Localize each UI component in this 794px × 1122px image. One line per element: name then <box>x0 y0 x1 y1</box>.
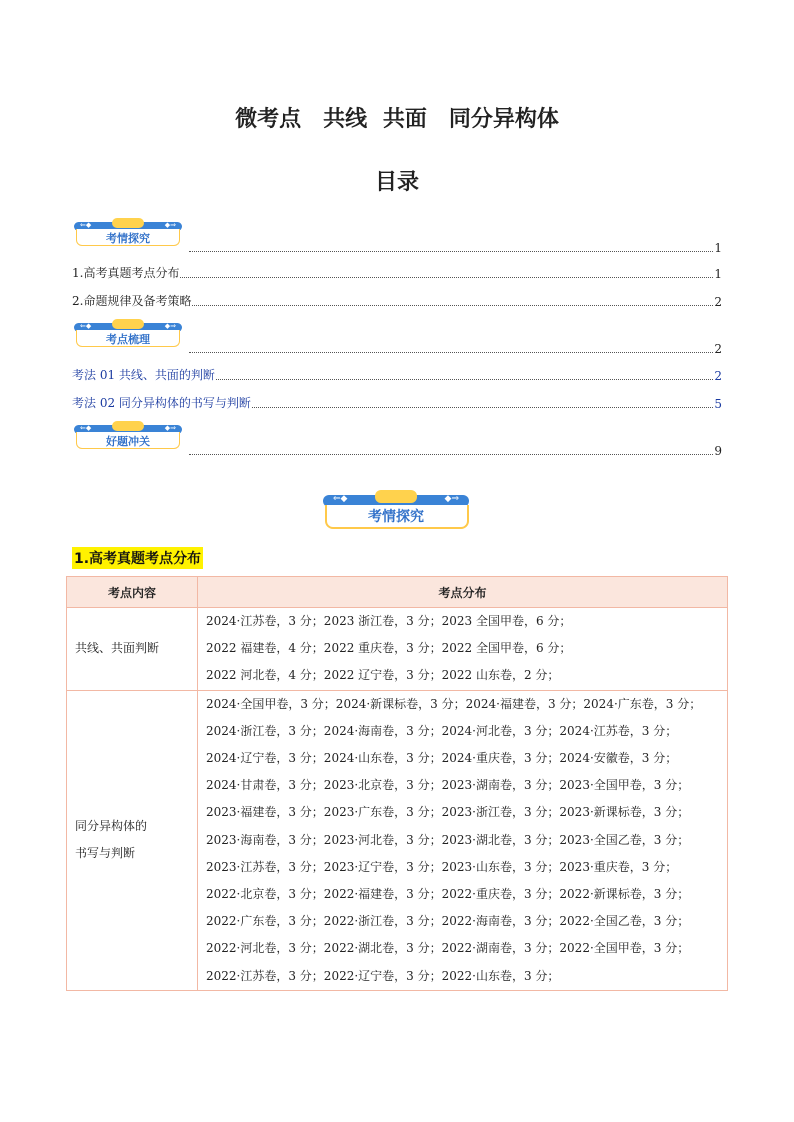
toc-leader <box>189 453 713 455</box>
document-title: 微考点 共线 共面 同分异构体 <box>235 107 559 132</box>
toc-leader <box>216 378 713 380</box>
toc-page-number: 2 <box>714 295 722 309</box>
distribution-line: 2022·河北卷，3 分；2022·湖北卷，3 分；2022·湖南卷，3 分；2022·全国甲卷，3 分； <box>206 941 690 956</box>
left-arrows-icon: ⇐◆ <box>80 221 92 229</box>
distribution-cell <box>198 608 728 691</box>
badge-label: 好题冲关 <box>106 435 150 448</box>
distribution-paragraph: 2024·全国甲卷，3 分；2024·新课标卷，3 分；2024·福建卷，3 分；2024·广东卷，3 分；2024·浙江卷，3 分；2024·海南卷，3 分；2024·河北卷，3 分；2024·江苏卷，3 分； <box>206 696 702 738</box>
toc-entry-haoti[interactable] <box>188 442 722 458</box>
left-arrows-icon: ⇐◆ <box>80 424 92 432</box>
toc-badge-haoti[interactable] <box>74 421 182 451</box>
toc-page-number: 2 <box>714 369 722 383</box>
toc-title: 目录 <box>374 170 419 195</box>
toc-badge-kaodian[interactable] <box>74 319 182 349</box>
badge-label: 考点梳理 <box>106 333 150 346</box>
toc-leader <box>189 351 713 353</box>
toc-entry-label: 考法 01 共线、共面的判断 <box>72 368 215 382</box>
table-header-row <box>67 577 728 608</box>
toc-leader <box>189 250 713 252</box>
toc-page-number: 1 <box>714 241 722 255</box>
right-arrows-icon: ◆⇒ <box>164 221 176 229</box>
topic-line: 书写与判断 <box>75 846 136 861</box>
badge-label: 考情探究 <box>368 509 424 525</box>
topic-cell <box>67 690 198 990</box>
section-heading: 1.高考真题考点分布 <box>72 547 203 569</box>
distribution-line: 2023·海南卷，3 分；2023·河北卷，3 分；2023·湖北卷，3 分；2023·全国乙卷，3 分； <box>206 832 690 847</box>
column-header-distribution: 考点分布 <box>198 577 728 608</box>
toc-entry-exam-distribution[interactable] <box>72 265 722 281</box>
badge-label: 考情探究 <box>106 232 150 245</box>
left-arrows-icon: ⇐◆ <box>80 322 92 330</box>
table-row <box>67 608 728 691</box>
distribution-line: 2023·福建卷，3 分；2023·广东卷，3 分；2023·浙江卷，3 分；2023·新课标卷，3 分； <box>206 805 690 820</box>
distribution-line: 2024·甘肃卷，3 分；2023·北京卷，3 分；2023·湖南卷，3 分；2023·全国甲卷，3 分； <box>206 778 690 793</box>
column-header-topic: 考点内容 <box>67 577 198 608</box>
badge-knob <box>112 421 144 431</box>
right-arrows-icon: ◆⇒ <box>164 322 176 330</box>
distribution-line: 2024·辽宁卷，3 分；2024·山东卷，3 分；2024·重庆卷，3 分；2024·安徽卷，3 分； <box>206 751 678 766</box>
distribution-line: 2023·江苏卷，3 分；2023·辽宁卷，3 分；2023·山东卷，3 分；2023·重庆卷，3 分； <box>206 859 678 874</box>
badge-knob <box>112 218 144 228</box>
toc-entry-kaoqing[interactable] <box>188 239 722 255</box>
toc-entry-method-02[interactable] <box>72 395 722 411</box>
distribution-line: 2022 福建卷，4 分；2022 重庆卷，3 分；2022 全国甲卷，6 分； <box>206 641 572 656</box>
distribution-cell <box>198 690 728 990</box>
toc-entry-strategy[interactable] <box>72 293 722 309</box>
badge-knob <box>375 490 417 503</box>
distribution-line: 2022·广东卷，3 分；2022·浙江卷，3 分；2022·海南卷，3 分；2022·全国乙卷，3 分； <box>206 914 690 929</box>
toc-entry-kaodian[interactable] <box>188 340 722 356</box>
topic-line: 同分异构体的 <box>75 819 148 834</box>
toc-entry-method-01[interactable] <box>72 367 722 383</box>
section-badge-kaoqing <box>323 490 469 530</box>
toc-page-number: 1 <box>714 267 722 281</box>
toc-page-number: 5 <box>714 397 722 411</box>
table-row <box>67 690 728 990</box>
distribution-line: 2022·江苏卷，3 分；2022·辽宁卷，3 分；2022·山东卷，3 分； <box>206 968 560 983</box>
toc-badge-kaoqing[interactable] <box>74 218 182 248</box>
toc-entry-label: 2.命题规律及备考策略 <box>72 294 192 308</box>
toc-leader <box>252 406 713 408</box>
toc-page-number: 2 <box>714 342 722 356</box>
toc-leader <box>180 276 713 278</box>
distribution-line: 2022 河北卷，4 分；2022 辽宁卷，3 分；2022 山东卷，2 分； <box>206 668 560 683</box>
toc-entry-label: 1.高考真题考点分布 <box>72 266 180 280</box>
toc-page-number: 9 <box>714 444 722 458</box>
topic-cell: 共线、共面判断 <box>67 608 198 691</box>
toc-entry-label: 考法 02 同分异构体的书写与判断 <box>72 396 251 410</box>
toc-leader <box>192 304 713 306</box>
badge-knob <box>112 319 144 329</box>
exam-distribution-table <box>66 576 728 991</box>
left-arrows-icon: ⇐◆ <box>333 494 348 504</box>
right-arrows-icon: ◆⇒ <box>444 494 459 504</box>
distribution-line: 2024·江苏卷，3 分；2023 浙江卷，3 分；2023 全国甲卷，6 分； <box>206 614 572 628</box>
right-arrows-icon: ◆⇒ <box>164 424 176 432</box>
distribution-line: 2022·北京卷，3 分；2022·福建卷，3 分；2022·重庆卷，3 分；2022·新课标卷，3 分； <box>206 887 690 902</box>
